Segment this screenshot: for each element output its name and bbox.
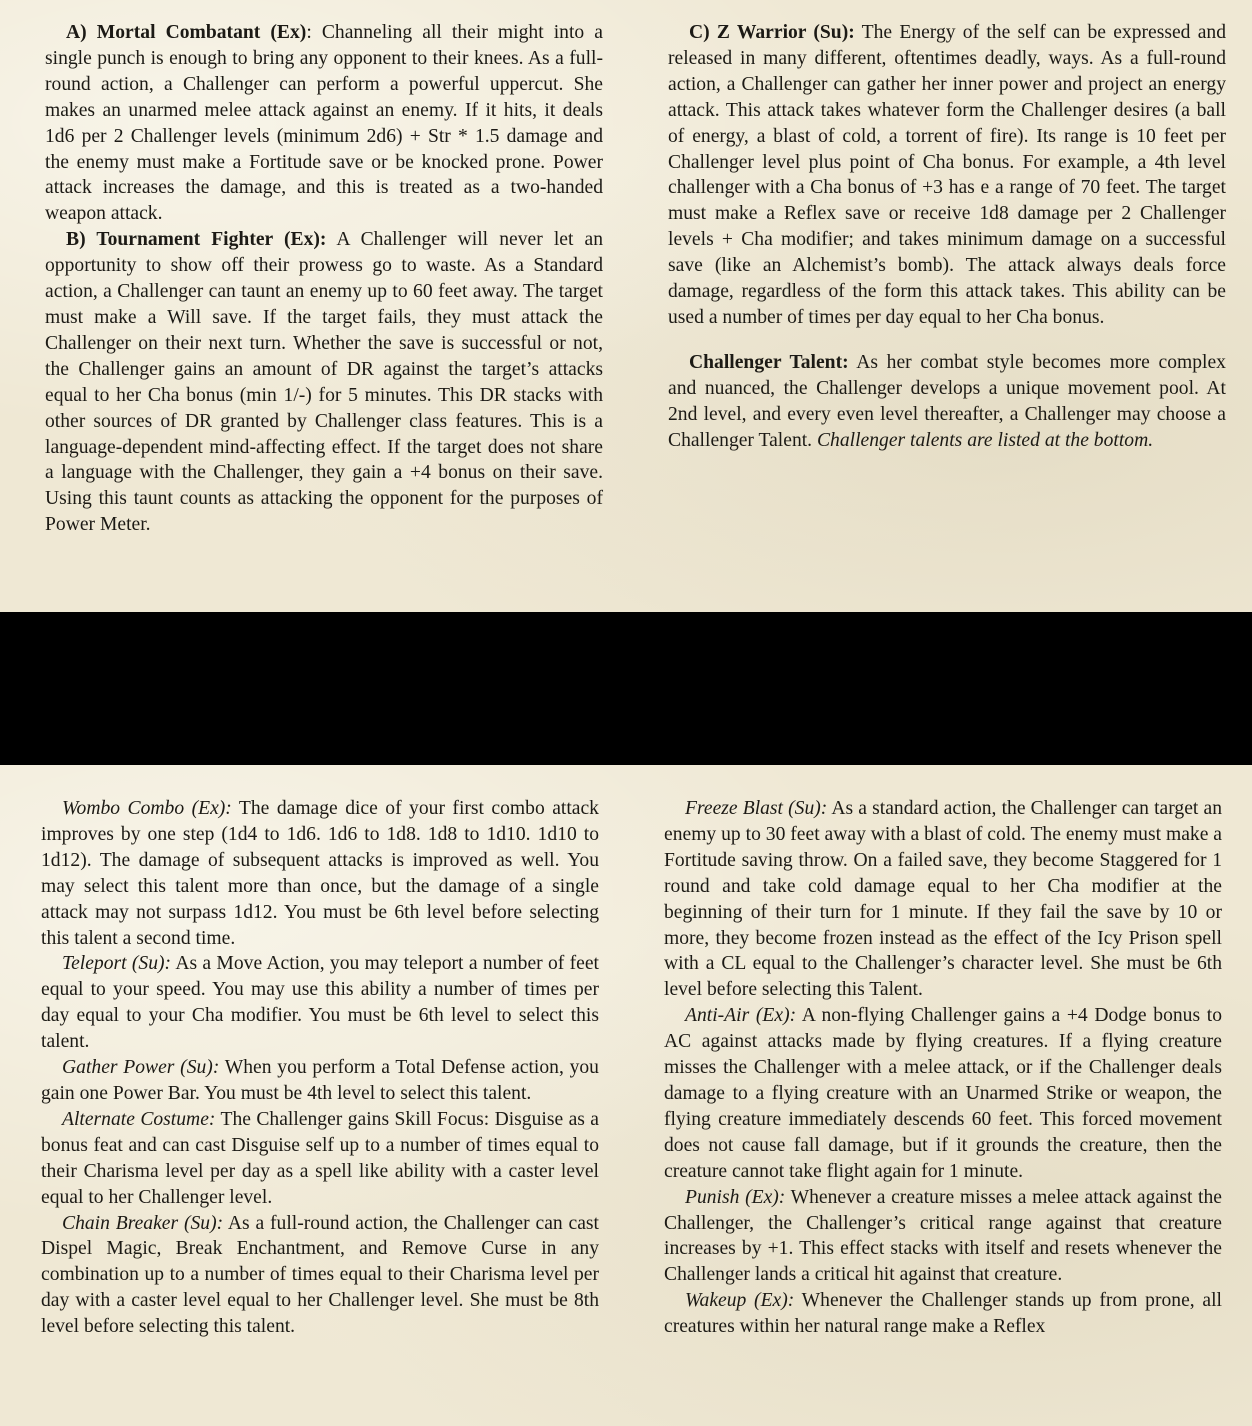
talent-text: When you perform a Total Defense action, you gain one Power Bar. You must be 4th level to select this talent.	[41, 1057, 599, 1104]
talent-title: Wakeup (Ex):	[685, 1290, 795, 1312]
page-gap-bar	[0, 612, 1252, 765]
ability-title: C) Z Warrior (Su):	[689, 22, 855, 43]
ability-text: As her combat style becomes more complex and nuanced, the Challenger develops a unique movement pool. At 2nd level, and every even level thereafter, a Challenger may choose a Challenger Talent.	[668, 351, 1226, 451]
ability-title: A) Mortal Combatant (Ex)	[66, 22, 307, 43]
talent-title: Anti-Air (Ex):	[685, 1005, 797, 1027]
top-left-column	[45, 20, 603, 538]
talent-alternate-costume	[41, 1107, 599, 1211]
talent-text: A non-flying Challenger gains a +4 Dodge bonus to AC against attacks made by flying creatures. If a flying creature misses the Challenger with a melee attack, or if the Challenger deals damage to a flying creature with an Unarmed Strike or weapon, the flying creature immediately descends 60 feet. This forced movement does not cause fall damage, but if it grounds the creature, then the creature cannot take flight again for 1 minute.	[664, 1005, 1222, 1182]
talent-text: As a standard action, the Challenger can target an enemy up to 30 feet away with a blast of cold. The enemy must make a Fortitude saving throw. On a failed save, they become Staggered for 1 round and take cold damage equal to her Cha modifier at the beginning of their turn for 1 minute. If they fail the save by 10 or more, they become frozen instead as the effect of the Icy Prison spell with a CL equal to the Challenger’s character level. She must be 6th level before selecting this Talent.	[664, 798, 1222, 1001]
talent-gather-power	[41, 1055, 599, 1107]
ability-note: Challenger talents are listed at the bottom.	[816, 429, 1154, 451]
ability-text: A Challenger will never let an opportunity to show off their prowess go to waste. As a Standard action, a Challenger can taunt an enemy up to 60 feet away. The target must make a Will save. If the target fails, they must attack the Challenger on their next turn. Whether the save is successful or not, the Challenger gains an amount of DR against the target’s attacks equal to her Cha bonus (min 1/-) for 5 minutes. This DR stacks with other sources of DR granted by Challenger class features. This is a language-dependent mind-affecting effect. If the target does not share a language with the Challenger, they gain a +4 bonus on their save. Using this taunt counts as attacking the opponent for the purposes of Power Meter.	[45, 229, 603, 536]
talent-text: The Challenger gains Skill Focus: Disguise as a bonus feat and can cast Disguise self up to a number of times equal to their Charisma level per day as a spell like ability with a caster level equal to her Challenger level.	[41, 1108, 600, 1208]
ability-title: B) Tournament Fighter (Ex):	[66, 229, 327, 251]
talent-title: Freeze Blast (Su):	[685, 798, 828, 819]
bottom-left-column	[41, 796, 599, 1340]
talent-title: Teleport (Su):	[62, 953, 172, 975]
bottom-page-section	[0, 765, 1252, 1426]
talent-title: Alternate Costume:	[62, 1108, 216, 1130]
talent-wombo-combo	[41, 796, 599, 951]
talent-chain-breaker	[41, 1211, 599, 1341]
talent-title: Gather Power (Su):	[62, 1057, 220, 1079]
talent-text: Whenever a creature misses a melee attack against the Challenger, the Challenger’s critical range against that creature increases by +1. This effect stacks with itself and resets whenever the Challenger lands a critical hit against that creature.	[664, 1186, 1222, 1286]
ability-title-colon: :	[306, 22, 312, 43]
z-warrior-paragraph	[668, 20, 1226, 331]
bottom-right-column	[664, 796, 1222, 1340]
talent-title: Wombo Combo (Ex):	[62, 798, 232, 819]
talent-wakeup	[664, 1288, 1222, 1340]
talent-text: As a full-round action, the Challenger can cast Dispel Magic, Break Enchantment, and Remove Curse in any combination up to a number of times equal to their Charisma level per day with a caster level equal to her Challenger level. She must be 8th level before selecting this talent.	[41, 1212, 599, 1338]
talent-freeze-blast	[664, 796, 1222, 1003]
top-page-section	[0, 0, 1252, 612]
top-right-column	[668, 20, 1226, 454]
talent-text: The damage dice of your first combo attack improves by one step (1d4 to 1d6. 1d6 to 1d8. 1d8 to 1d10. 1d10 to 1d12). The damage of subsequent attacks is improved as well. You may select this talent more than once, but the damage of a single attack may not surpass 1d12. You must be 6th level before selecting this talent a second time.	[41, 798, 599, 949]
talent-text: Whenever the Challenger stands up from prone, all creatures within her natural range make a Reflex	[664, 1290, 1222, 1338]
talent-teleport	[41, 951, 599, 1055]
ability-title: Challenger Talent:	[689, 351, 849, 373]
challenger-talent-paragraph	[668, 350, 1226, 454]
ability-text: Channeling all their might into a single punch is enough to bring any opponent to their knees. As a full-round action, a Challenger can perform a powerful uppercut. She makes an unarmed melee attack against an enemy. If it hits, it deals 1d6 per 2 Challenger levels (minimum 2d6) + Str * 1.5 damage and the enemy must make a Fortitude save or be knocked prone. Power attack increases the damage, and this is treated as a two-handed weapon attack.	[45, 22, 603, 225]
ability-text: The Energy of the self can be expressed and released in many different, oftentimes deadly, ways. As a full-round action, a Challenger can gather her inner power and project an energy attack. This attack takes whatever form the Challenger desires (a ball of energy, a blast of cold, a torrent of fire). Its range is 10 feet per Challenger level plus point of Cha bonus. For example, a 4th level challenger with a Cha bonus of +3 has e a range of 70 feet. The target must make a Reflex save or receive 1d8 damage per 2 Challenger levels + Cha modifier; and takes minimum damage on a successful save (like an Alchemist’s bomb). The attack always deals force damage, regardless of the form this attack takes. This ability can be used a number of times per day equal to her Cha bonus.	[668, 22, 1227, 328]
talent-text: As a Move Action, you may teleport a number of feet equal to your speed. You may use this ability a number of times per day equal to your Cha modifier. You must be 6th level to select this talent.	[41, 953, 599, 1053]
talent-title: Punish (Ex):	[685, 1186, 786, 1208]
talent-punish	[664, 1185, 1222, 1289]
tournament-fighter-paragraph	[45, 227, 603, 538]
talent-title: Chain Breaker (Su):	[62, 1212, 224, 1234]
talent-anti-air	[664, 1003, 1222, 1184]
mortal-combatant-paragraph	[45, 20, 603, 227]
